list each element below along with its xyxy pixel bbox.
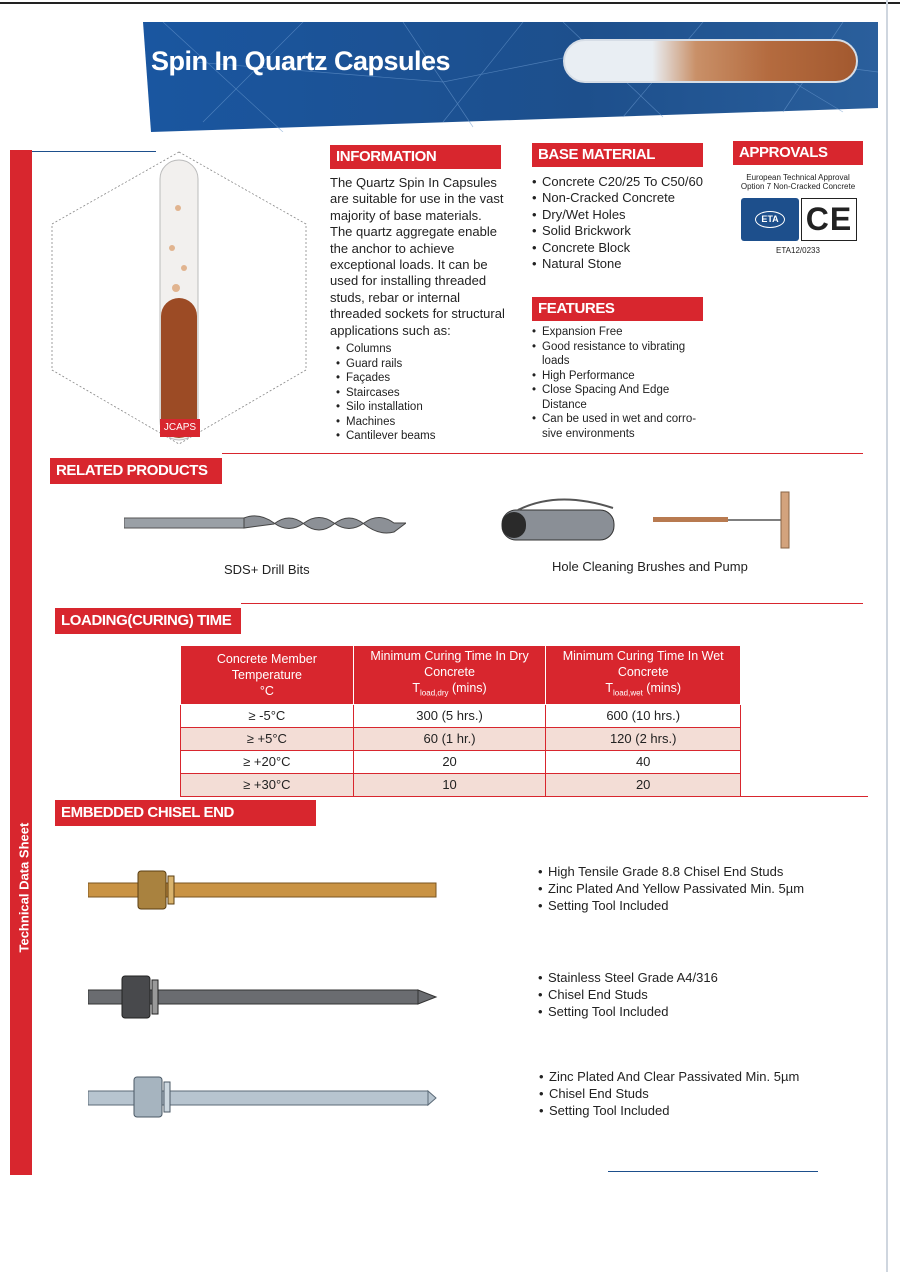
list-item: • Stainless Steel Grade A4/316 xyxy=(538,969,718,986)
rod-spec-list-1 xyxy=(538,863,804,914)
table-cell: ≥ +20°C xyxy=(181,750,354,773)
footer-rule xyxy=(608,1171,818,1172)
approvals-header: APPROVALS xyxy=(733,141,863,165)
pump-and-brush-image xyxy=(498,490,808,550)
table-cell: 60 (1 hr.) xyxy=(353,727,546,750)
table-cell: 10 xyxy=(353,773,546,796)
column-symbol: T xyxy=(605,681,613,695)
list-item: • Concrete Block xyxy=(532,240,703,256)
list-item: • Machines xyxy=(336,415,435,430)
related-header: RELATED PRODUCTS xyxy=(50,458,222,484)
list-item: • Can be used in wet and corro-sive environments xyxy=(532,412,702,441)
title-banner xyxy=(143,22,878,132)
list-item: • Zinc Plated And Yellow Passivated Min. 5µm xyxy=(538,880,804,897)
rods-header: EMBEDDED CHISEL END THREADED ROD xyxy=(55,800,316,826)
list-item: • High Performance xyxy=(532,369,702,384)
list-item: • Solid Brickwork xyxy=(532,223,703,239)
table-row xyxy=(181,727,741,750)
top-rule xyxy=(0,2,900,4)
list-item: • Silo installation xyxy=(336,400,435,415)
information-body: The Quartz Spin In Capsules are suitable for use in the vast majority of base materials. The quartz aggregate enable the anchor to achieve exceptional loads. It can be used for installing threaded studs, rebar or internal threaded sockets for structural applications such as: xyxy=(330,175,505,338)
features-header: FEATURES xyxy=(532,297,703,321)
list-item: • Expansion Free xyxy=(532,325,702,340)
list-item: • Good resistance to vibrating loads xyxy=(532,340,702,369)
eta-logo-text: ETA xyxy=(755,211,785,228)
information-header: INFORMATION xyxy=(330,145,501,169)
column-title: Minimum Curing Time In Wet Concrete xyxy=(562,649,724,679)
base-material-header: BASE MATERIAL xyxy=(532,143,703,167)
curing-header: LOADING(CURING) TIME xyxy=(55,608,241,634)
column-subscript: load,dry xyxy=(420,688,449,698)
table-row xyxy=(181,750,741,773)
pump-label: Hole Cleaning Brushes and Pump xyxy=(552,559,748,574)
column-header xyxy=(353,646,546,705)
list-item: • Guard rails xyxy=(336,357,435,372)
list-item: • Natural Stone xyxy=(532,256,703,272)
rods-rule xyxy=(316,796,868,797)
column-unit: (mins) xyxy=(451,681,487,695)
list-item: • Non-Cracked Concrete xyxy=(532,190,703,206)
table-row xyxy=(181,773,741,796)
list-item: • Chisel End Studs xyxy=(539,1085,799,1102)
table-cell: 20 xyxy=(353,750,546,773)
table-cell: 40 xyxy=(546,750,741,773)
column-title: Concrete Member Temperature xyxy=(216,651,317,682)
stainless-rod-image xyxy=(88,972,438,1022)
approval-line-2: Option 7 Non-Cracked Concrete xyxy=(740,182,856,191)
yellow-rod-image xyxy=(88,866,438,912)
list-item: • Zinc Plated And Clear Passivated Min. 5µm xyxy=(539,1068,799,1085)
list-item: • High Tensile Grade 8.8 Chisel End Studs xyxy=(538,863,804,880)
column-unit: °C xyxy=(259,683,274,698)
rod-spec-list-2 xyxy=(538,969,718,1020)
eta-logo xyxy=(741,198,799,241)
list-item: • Columns xyxy=(336,342,435,357)
column-symbol: T xyxy=(412,681,421,695)
table-cell: 600 (10 hrs.) xyxy=(546,704,741,727)
table-cell: ≥ +30°C xyxy=(181,773,354,796)
list-item: • Setting Tool Included xyxy=(539,1102,799,1119)
side-label: Technical Data Sheet xyxy=(16,822,32,953)
product-tag: JCAPS xyxy=(160,419,200,437)
product-hexagon xyxy=(48,148,310,448)
list-item: • Chisel End Studs xyxy=(538,986,718,1003)
drill-bits-label: SDS+ Drill Bits xyxy=(224,562,310,577)
ce-mark xyxy=(801,198,857,241)
column-title: Minimum Curing Time In Dry Concrete xyxy=(370,649,529,679)
drill-bit-image xyxy=(124,510,406,536)
approval-line-1: European Technical Approval xyxy=(746,173,850,182)
rod-spec-list-3 xyxy=(539,1068,799,1119)
related-rule xyxy=(222,453,863,454)
capsule-image xyxy=(563,39,858,83)
table-cell: ≥ -5°C xyxy=(181,704,354,727)
list-item: • Concrete C20/25 To C50/60 xyxy=(532,174,703,190)
ce-mark-text: CE xyxy=(805,201,853,237)
table-row xyxy=(181,704,741,727)
list-item: • Dry/Wet Holes xyxy=(532,207,703,223)
column-header xyxy=(546,646,741,705)
features-list xyxy=(532,325,702,441)
column-subscript: load,wet xyxy=(613,688,643,698)
base-material-list xyxy=(532,174,703,272)
list-item: • Façades xyxy=(336,371,435,386)
list-item: • Setting Tool Included xyxy=(538,897,804,914)
list-item: • Close Spacing And Edge Distance xyxy=(532,383,702,412)
right-edge-rule xyxy=(886,0,888,1272)
curing-rule xyxy=(241,603,863,604)
zinc-rod-image xyxy=(88,1074,438,1120)
approval-code: ETA12/0233 xyxy=(776,246,820,255)
banner-title: Spin In Quartz Capsules xyxy=(151,46,451,76)
table-cell: 300 (5 hrs.) xyxy=(353,704,546,727)
column-unit: (mins) xyxy=(646,681,681,695)
curing-table xyxy=(180,645,741,797)
column-header xyxy=(181,646,354,705)
list-item: • Setting Tool Included xyxy=(538,1003,718,1020)
table-cell: 120 (2 hrs.) xyxy=(546,727,741,750)
side-bar xyxy=(10,150,32,1175)
application-list xyxy=(336,342,435,444)
list-item: • Cantilever beams xyxy=(336,429,435,444)
table-cell: 20 xyxy=(546,773,741,796)
table-cell: ≥ +5°C xyxy=(181,727,354,750)
list-item: • Staircases xyxy=(336,386,435,401)
